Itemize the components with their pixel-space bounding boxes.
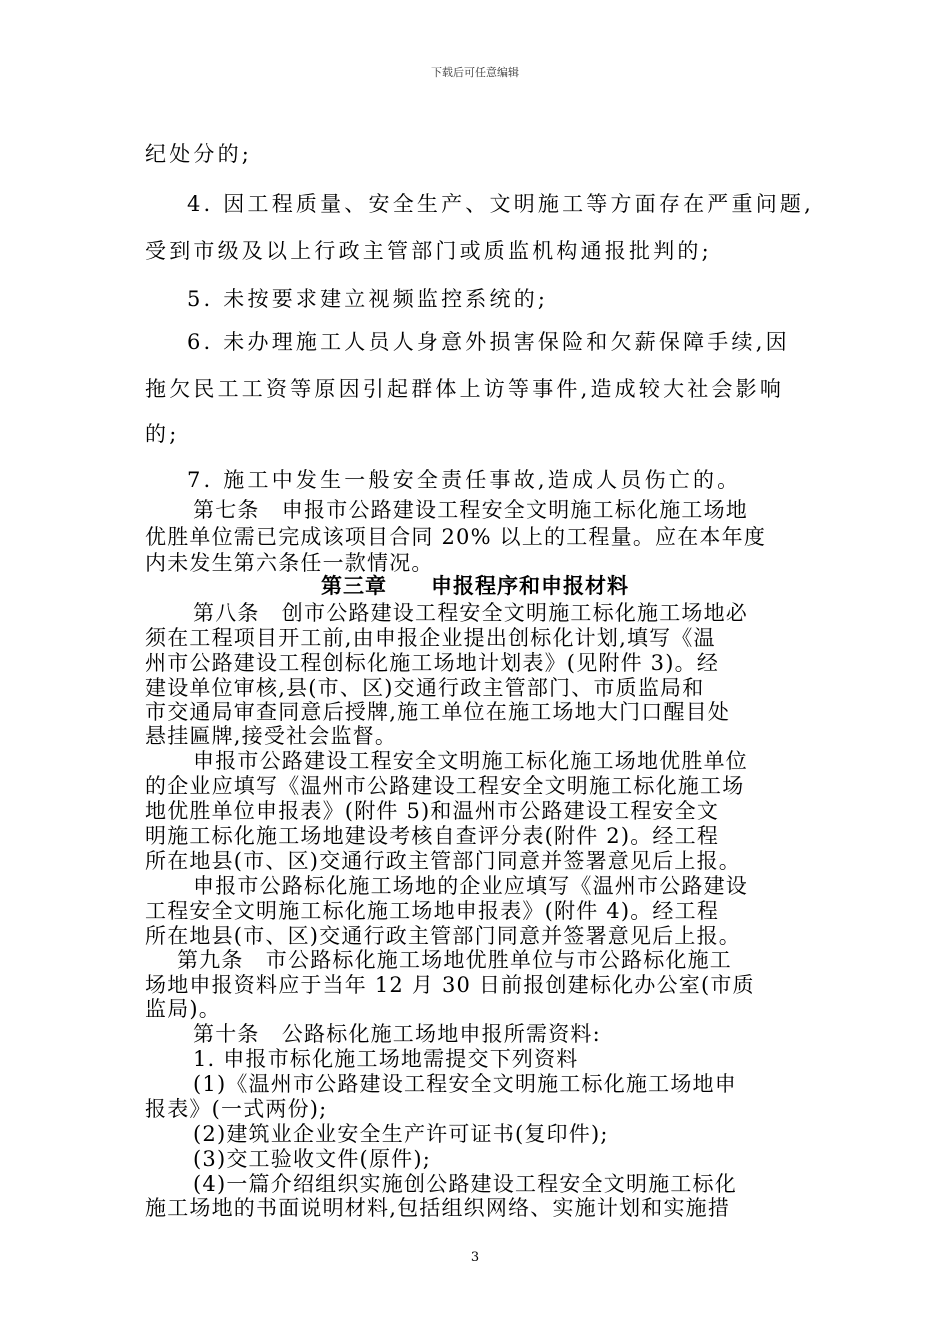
text-line: (4)一篇介绍组织实施创公路建设工程安全文明施工标化 (193, 1172, 737, 1196)
chapter-number: 第三章 (321, 573, 387, 598)
text-line: 地优胜单位申报表》(附件 5)和温州市公路建设工程安全文 (145, 799, 720, 823)
text-line: 申报市公路建设工程安全文明施工标化施工场地优胜单位 (193, 749, 748, 773)
text-line: 工程安全文明施工标化施工场地申报表》(附件 4)。经工程 (145, 899, 720, 923)
text-line: 受到市级及以上行政主管部门或质监机构通报批判的; (145, 239, 712, 263)
text-line: 监局)。 (145, 997, 221, 1021)
text-line: 施工场地的书面说明材料,包括组织网络、实施计划和实施措 (145, 1196, 731, 1220)
text-line: 所在地县(市、区)交通行政主管部门同意并签署意见后上报。 (145, 849, 741, 873)
text-line: 第八条 创市公路建设工程安全文明施工标化施工场地必 (193, 601, 748, 625)
text-line: 建设单位审核,县(市、区)交通行政主管部门、市质监局和 (145, 676, 705, 700)
text-line: 的企业应填写《温州市公路建设工程安全文明施工标化施工场 (145, 774, 745, 798)
text-line: 1. 申报市标化施工场地需提交下列资料 (193, 1047, 579, 1071)
text-line: 6. 未办理施工人员人身意外损害保险和欠薪保障手续,因 (187, 330, 790, 354)
text-line: 明施工标化施工场地建设考核自查评分表(附件 2)。经工程 (145, 824, 720, 848)
text-line: (3)交工验收文件(原件); (193, 1147, 432, 1171)
text-line: 拖欠民工工资等原因引起群体上访等事件,造成较大社会影响 (145, 377, 785, 401)
text-line: 4. 因工程质量、安全生产、文明施工等方面存在严重问题, (187, 192, 814, 216)
text-line: 须在工程项目开工前,由申报企业提出创标化计划,填写《温 (145, 626, 716, 650)
text-line: (2)建筑业企业安全生产许可证书(复印件); (193, 1122, 609, 1146)
text-line: 纪处分的; (145, 142, 253, 166)
text-line: 第七条 申报市公路建设工程安全文明施工标化施工场地 (193, 498, 748, 522)
text-line: 的; (145, 422, 180, 446)
text-line: (1)《温州市公路建设工程安全文明施工标化施工场地申 (193, 1072, 737, 1096)
text-line: 第十条 公路标化施工场地申报所需资料: (193, 1022, 601, 1046)
text-line: 优胜单位需已完成该项目合同 20% 以上的工程量。应在本年度 (145, 525, 767, 549)
text-line: 市交通局审查同意后授牌,施工单位在施工场地大门口醒目处 (145, 700, 731, 724)
page-number: 3 (470, 1250, 480, 1265)
text-line: 州市公路建设工程创标化施工场地计划表》(见附件 3)。经 (145, 651, 720, 675)
text-line: 报表》(一式两份); (145, 1097, 328, 1121)
text-line: 所在地县(市、区)交通行政主管部门同意并签署意见后上报。 (145, 924, 741, 948)
text-line: 5. 未按要求建立视频监控系统的; (187, 287, 549, 311)
page-header: 下载后可任意编辑 (431, 66, 519, 79)
chapter-title: 申报程序和申报材料 (431, 573, 629, 598)
chapter-heading (0, 570, 950, 600)
text-line: 场地申报资料应于当年 12 月 30 日前报创建标化办公室(市质 (145, 973, 755, 997)
text-line: 7. 施工中发生一般安全责任事故,造成人员伤亡的。 (187, 468, 742, 492)
text-line: 内未发生第六条任一款情况。 (145, 551, 434, 575)
text-line: 悬挂匾牌,接受社会监督。 (145, 724, 398, 748)
text-line: 第九条 市公路标化施工场地优胜单位与市公路标化施工 (177, 948, 732, 972)
text-line: 申报市公路标化施工场地的企业应填写《温州市公路建设 (193, 874, 748, 898)
